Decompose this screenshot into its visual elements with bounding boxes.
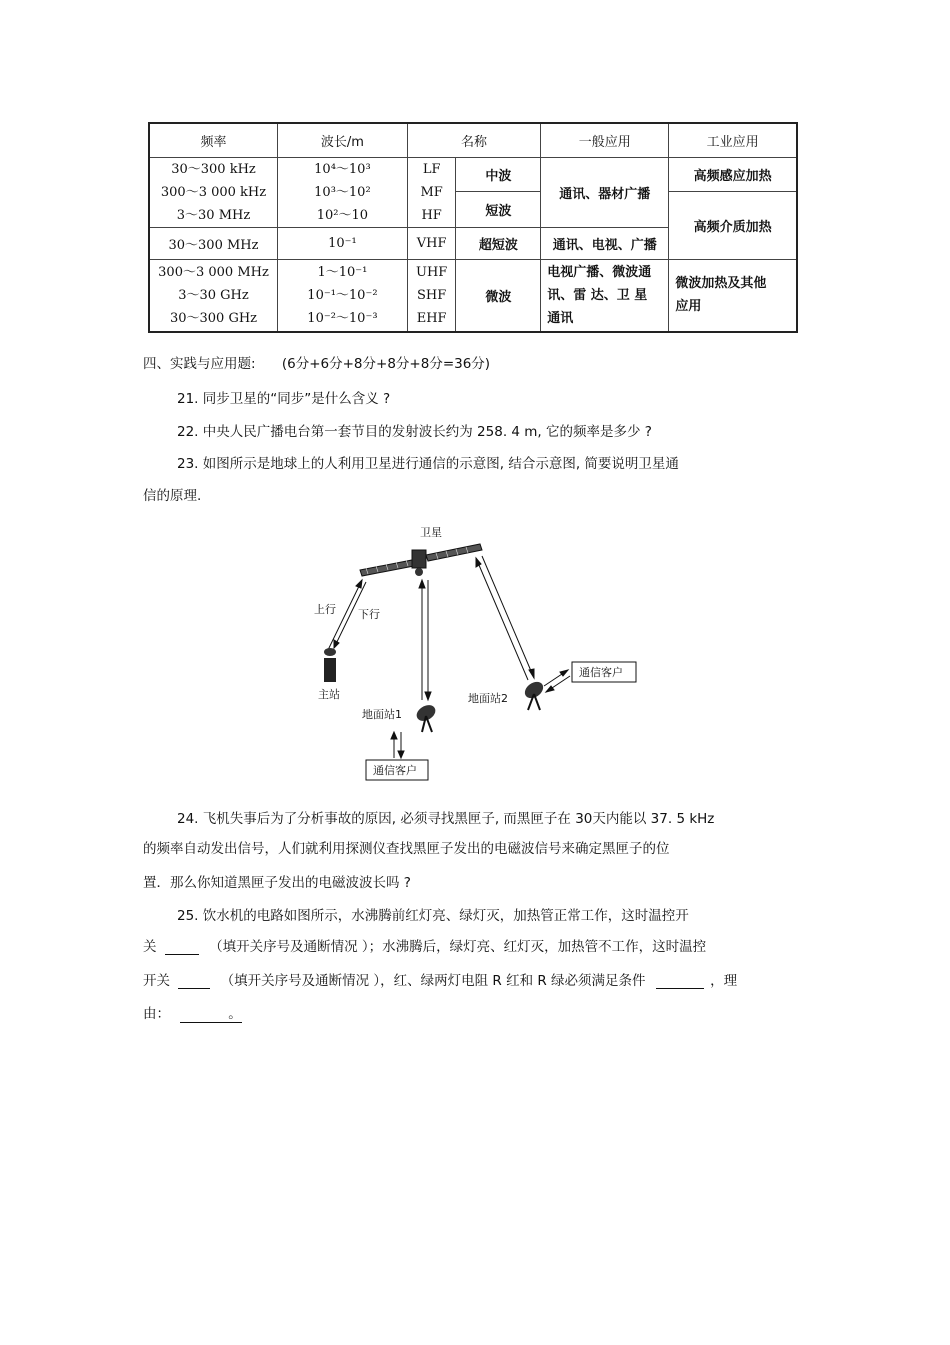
band-microwave: 微波 xyxy=(456,260,541,332)
general-use-line: 电视广播、微波通 xyxy=(547,264,652,280)
section-points: (6分+6分+8分+8分+8分=36分) xyxy=(281,356,491,372)
uplink-label: 上行 xyxy=(314,603,336,616)
client-1-label: 通信客户 xyxy=(373,764,417,777)
wavelength-cell-group1 xyxy=(277,158,407,228)
abbr-cell-group3 xyxy=(407,260,456,332)
header-frequency: 频率 xyxy=(149,123,277,158)
header-industrial-use: 工业应用 xyxy=(669,123,797,158)
question-25-line2 xyxy=(143,935,706,955)
q25-line3-prefix: 开关 xyxy=(143,973,170,989)
band-ultra-short-wave: 超短波 xyxy=(456,228,541,260)
freq-cell-group1 xyxy=(149,158,277,228)
band-abbr: SHF xyxy=(417,287,447,303)
wavelength-value: 10⁻²～10⁻³ xyxy=(307,310,378,326)
general-use-group3 xyxy=(541,260,669,332)
general-use-group1: 通讯、器材广播 xyxy=(541,158,669,228)
freq-value: 30～300 MHz xyxy=(149,228,277,260)
header-general-use: 一般应用 xyxy=(541,123,669,158)
q25-line3-mid: （填开关序号及通断情况 ），红、绿两灯电阻 R 红和 R 绿必须满足条件 xyxy=(220,973,646,989)
table-row xyxy=(149,260,797,332)
band-medium-wave: 中波 xyxy=(456,158,541,192)
wavelength-cell-group3 xyxy=(277,260,407,332)
section-heading xyxy=(143,352,490,372)
satellite-icon xyxy=(360,544,482,576)
answer-blank-4[interactable] xyxy=(180,1008,228,1023)
freq-value: 30～300 GHz xyxy=(169,310,258,326)
table-row xyxy=(149,158,797,192)
freq-value: 300～3 000 MHz xyxy=(158,264,269,280)
question-25-line4 xyxy=(143,1002,242,1023)
wavelength-value: 1～10⁻¹ xyxy=(317,264,368,280)
answer-blank-1[interactable] xyxy=(165,940,199,955)
ground-station-2-icon xyxy=(522,679,546,710)
wavelength-value: 10⁻¹ xyxy=(277,228,407,260)
question-24-line2: 的频率自动发出信号，人们就利用探测仪查找黑匣子发出的电磁波信号来确定黑匣子的位 xyxy=(143,841,670,857)
band-abbr: UHF xyxy=(415,264,448,280)
freq-value: 30～300 kHz xyxy=(171,162,256,177)
main-station-icon xyxy=(324,648,336,682)
general-use-line: 讯、雷 达、卫 星 xyxy=(547,287,648,303)
general-use-group2: 通讯、电视、广播 xyxy=(541,228,669,260)
q25-line4-period: 。 xyxy=(228,1006,242,1022)
abbr-cell-group1 xyxy=(407,158,456,228)
header-name: 名称 xyxy=(407,123,540,158)
freq-cell-group3 xyxy=(149,260,277,332)
question-25-line1: 25. 饮水机的电路如图所示，水沸腾前红灯亮、绿灯灭，加热管正常工作，这时温控开 xyxy=(177,908,689,924)
question-22: 22. 中央人民广播电台第一套节目的发射波长约为 258. 4 m, 它的频率是多少 ? xyxy=(177,424,652,440)
ground-station-2-label: 地面站2 xyxy=(468,692,508,705)
ground1-link-arrows xyxy=(419,580,431,700)
freq-value: 300～3 000 kHz xyxy=(160,185,267,200)
wavelength-value: 10⁻¹～10⁻² xyxy=(307,287,378,303)
question-23-line2: 信的原理. xyxy=(143,488,202,504)
table-header-row xyxy=(149,123,797,158)
band-abbr: EHF xyxy=(416,310,447,326)
header-wavelength: 波长/m xyxy=(277,123,407,158)
client1-link-arrows xyxy=(391,732,404,758)
q25-line3-suffix: ，理 xyxy=(710,973,738,989)
client-2-label: 通信客户 xyxy=(579,666,623,679)
industry-use-group3 xyxy=(669,260,797,332)
answer-blank-2[interactable] xyxy=(178,974,210,989)
freq-value: 3～30 GHz xyxy=(178,287,249,303)
ground-station-1-icon xyxy=(414,702,438,732)
question-21: 21. 同步卫星的“同步”是什么含义 ? xyxy=(177,391,391,407)
ground-station-1-label: 地面站1 xyxy=(362,708,402,721)
industry-use-dielectric: 高频介质加热 xyxy=(669,192,797,260)
satellite-label: 卫星 xyxy=(420,526,442,539)
section-title: 四、实践与应用题: xyxy=(143,356,256,372)
wavelength-value: 10⁴～10³ xyxy=(314,162,371,177)
q25-line2-rest: （填开关序号及通断情况 ）；水沸腾后，绿灯亮、红灯灭，加热管不工作，这时温控 xyxy=(209,939,707,955)
satellite-communication-diagram xyxy=(300,520,660,790)
band-abbr: HF xyxy=(421,208,442,223)
question-24-line3: 置．那么你知道黑匣子发出的电磁波波长吗 ? xyxy=(143,875,411,891)
frequency-table xyxy=(148,122,798,333)
industry-use-line: 微波加热及其他 xyxy=(675,276,767,292)
industry-use-line: 应用 xyxy=(675,299,702,315)
band-abbr: MF xyxy=(420,185,443,200)
industry-use-induction: 高频感应加热 xyxy=(669,158,797,192)
downlink-label: 下行 xyxy=(358,608,380,621)
question-25-line3 xyxy=(143,969,737,989)
band-abbr: VHF xyxy=(407,228,456,260)
client2-link-arrows xyxy=(544,670,570,692)
answer-blank-3[interactable] xyxy=(656,974,704,989)
ground2-link-arrows xyxy=(476,556,534,680)
question-24-line1: 24. 飞机失事后为了分析事故的原因, 必须寻找黑匣子, 而黑匣子在 30天内能以 37. 5 kHz xyxy=(177,811,715,827)
freq-value: 3～30 MHz xyxy=(176,208,251,223)
q25-line2-prefix: 关 xyxy=(143,939,157,955)
band-abbr: LF xyxy=(422,162,441,177)
wavelength-value: 10³～10² xyxy=(314,185,371,200)
general-use-line: 通讯 xyxy=(547,310,574,326)
q25-line4-prefix: 由： xyxy=(143,1006,170,1022)
main-station-label: 主站 xyxy=(318,688,340,701)
wavelength-value: 10²～10 xyxy=(316,208,369,223)
band-short-wave: 短波 xyxy=(456,192,541,228)
question-23-line1: 23. 如图所示是地球上的人利用卫星进行通信的示意图, 结合示意图, 简要说明卫星通 xyxy=(177,456,679,472)
